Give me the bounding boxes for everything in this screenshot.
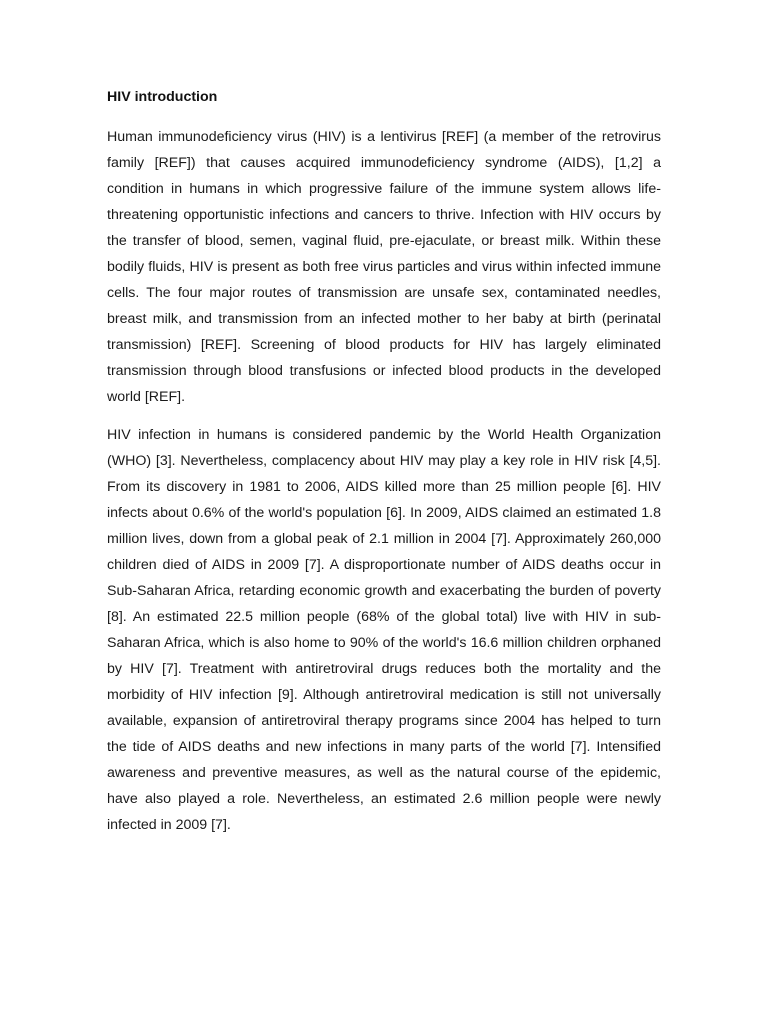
document-body bbox=[107, 86, 661, 850]
document-heading: HIV introduction bbox=[107, 89, 218, 105]
paragraph-hiv-epidemiology: HIV infection in humans is considered pandemic by the World Health Organization (WHO) [3]. Nevertheless, complacency about HIV may play a key role in HIV risk [4,5]. From its discovery in 1981 to 2006, AIDS killed more than 25 million people [6]. HIV infects about 0.6% of the world's population [6]. In 2009, AIDS claimed an estimated 1.8 million lives, down from a global peak of 2.1 million in 2004 [7]. Approximately 260,000 children died of AIDS in 2009 [7]. A disproportionate number of AIDS deaths occur in Sub-Saharan Africa, retarding economic growth and exacerbating the burden of poverty [8]. An estimated 22.5 million people (68% of the global total) live with HIV in sub-Saharan Africa, which is also home to 90% of the world's 16.6 million children orphaned by HIV [7]. Treatment with antiretroviral drugs reduces both the mortality and the morbidity of HIV infection [9]. Although antiretroviral medication is still not universally available, expansion of antiretroviral therapy programs since 2004 has helped to turn the tide of AIDS deaths and new infections in many parts of the world [7]. Intensified awareness and preventive measures, as well as the natural course of the epidemic, have also played a role. Nevertheless, an estimated 2.6 million people were newly infected in 2009 [7]. bbox=[107, 427, 661, 833]
paragraph-hiv-definition: Human immunodeficiency virus (HIV) is a lentivirus [REF] (a member of the retrovirus family [REF]) that causes acquired immunodeficiency syndrome (AIDS), [1,2] a condition in humans in which progressive failure of the immune system allows life-threatening opportunistic infections and cancers to thrive. Infection with HIV occurs by the transfer of blood, semen, vaginal fluid, pre-ejaculate, or breast milk. Within these bodily fluids, HIV is present as both free virus particles and virus within infected immune cells. The four major routes of transmission are unsafe sex, contaminated needles, breast milk, and transmission from an infected mother to her baby at birth (perinatal transmission) [REF]. Screening of blood products for HIV has largely eliminated transmission through blood transfusions or infected blood products in the developed world [REF]. bbox=[107, 129, 661, 405]
